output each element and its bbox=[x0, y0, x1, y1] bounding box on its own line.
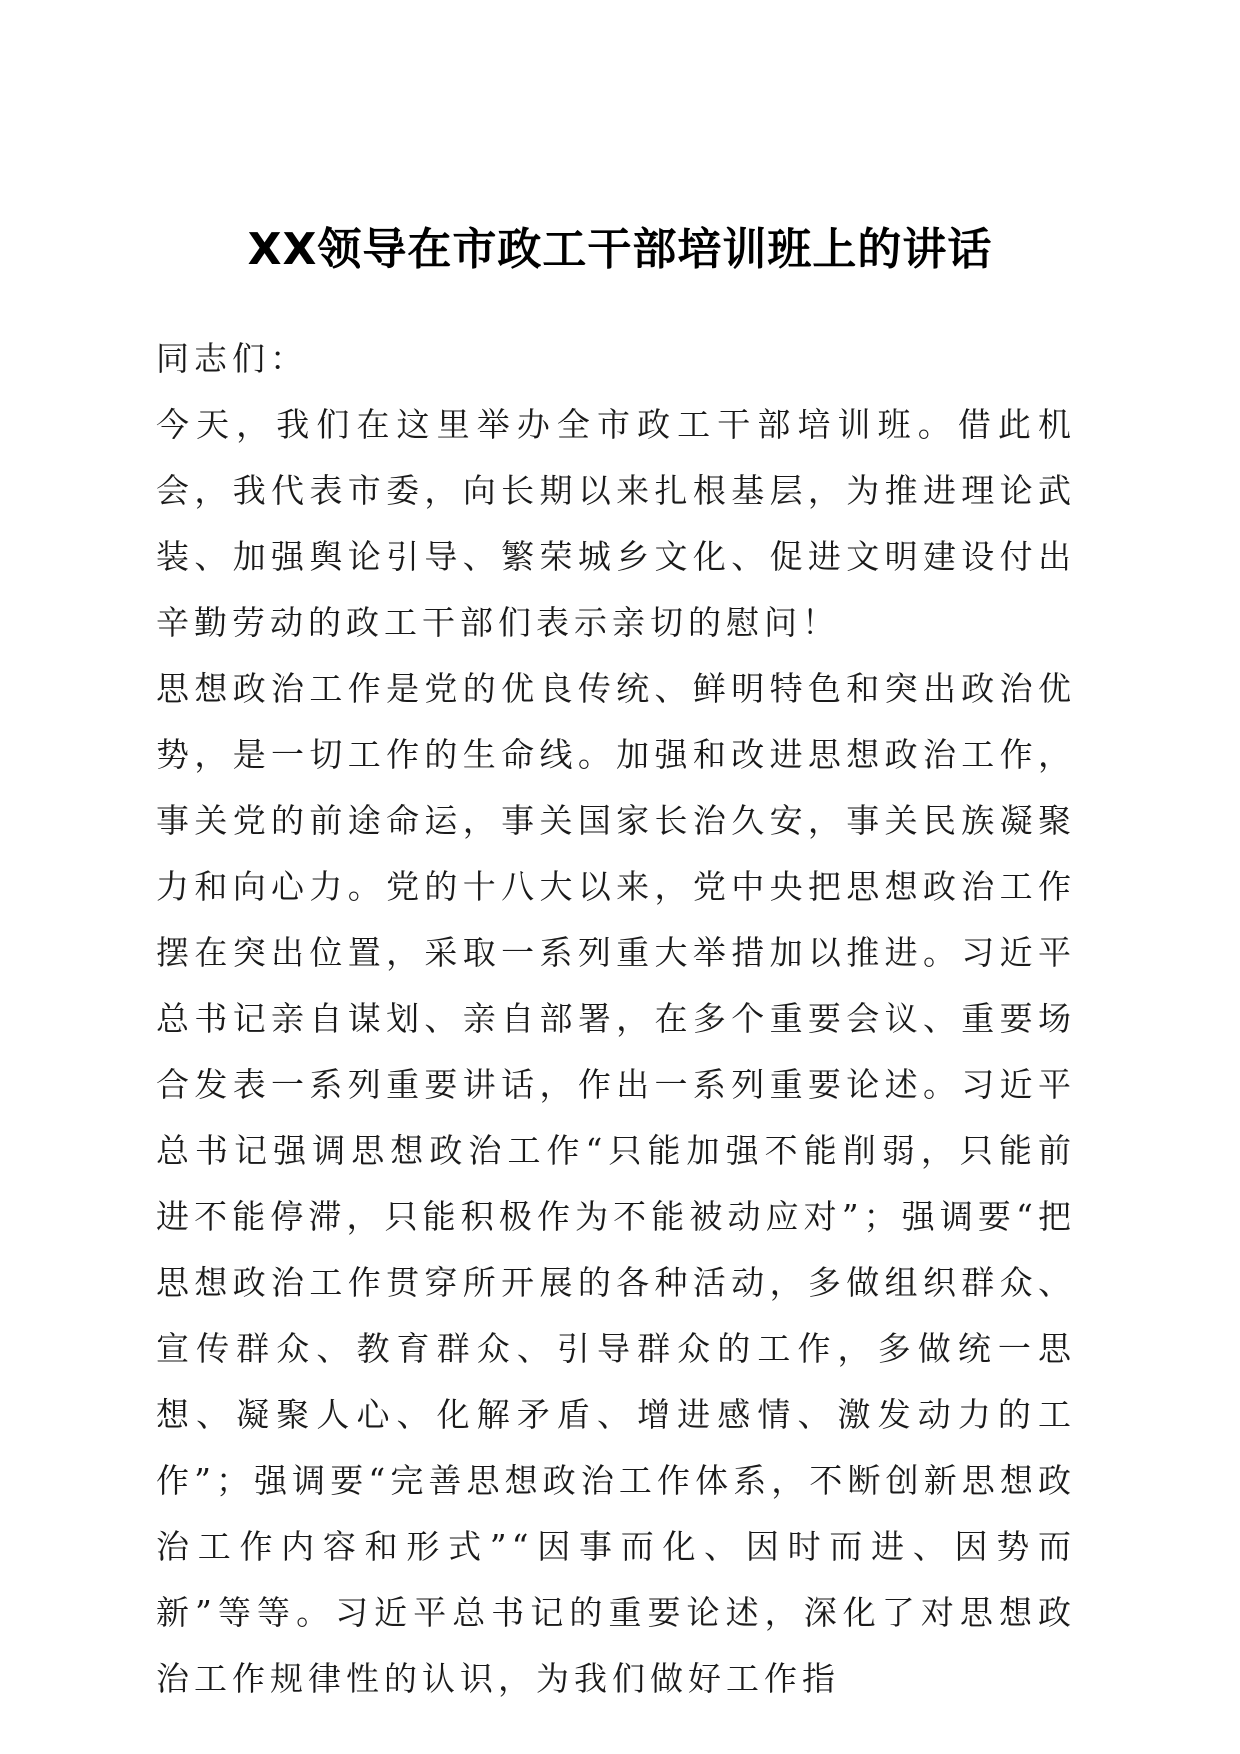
paragraph-greeting: 今天，我们在这里举办全市政工干部培训班。借此机会，我代表市委，向长期以来扎根基层，为推进理论武装、加强舆论引导、繁荣城乡文化、促进文明建设付出辛勤劳动的政工干部们表示亲切的慰问！ bbox=[156, 405, 1076, 642]
document-title: XX领导在市政工干部培训班上的讲话 bbox=[247, 224, 993, 275]
paragraph-ideological-work: 思想政治工作是党的优良传统、鲜明特色和突出政治优势，是一切工作的生命线。加强和改进思想政治工作，事关党的前途命运，事关国家长治久安，事关民族凝聚力和向心力。党的十八大以来，党中央把思想政治工作摆在突出位置，采取一系列重大举措加以推进。习近平总书记亲自谋划、亲自部署，在多个重要会议、重要场合发表一系列重要讲话，作出一系列重要论述。习近平总书记强调思想政治工作“只能加强不能削弱，只能前进不能停滞，只能积极作为不能被动应对”；强调要“把思想政治工作贯穿所开展的各种活动，多做组织群众、宣传群众、教育群众、引导群众的工作，多做统一思想、凝聚人心、化解矛盾、增进感情、激发动力的工作”；强调要“完善思想政治工作体系，不断创新思想政治工作内容和形式”“因事而化、因时而进、因势而新”等等。习近平总书记的重要论述，深化了对思想政治工作规律性的认识，为我们做好工作指 bbox=[156, 669, 1076, 1698]
document-body bbox=[156, 326, 1076, 1712]
salutation: 同志们： bbox=[156, 339, 308, 378]
